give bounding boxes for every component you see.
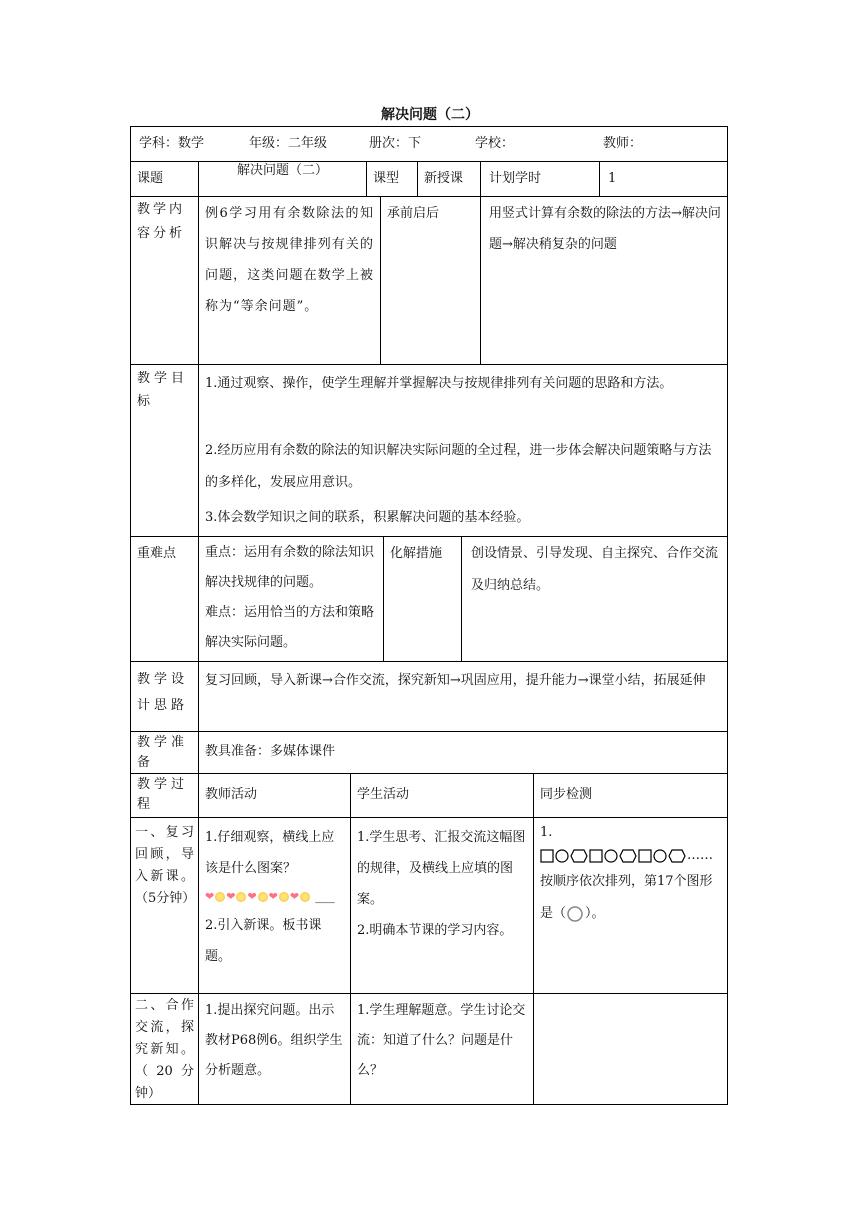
measures-text: 创设情景、引导发现、自主探究、合作交流及归纳总结。 (471, 546, 719, 593)
column-student-activity: 学生活动 (357, 787, 410, 802)
circle-icon (555, 849, 569, 863)
table-border-bottom (130, 1104, 728, 1105)
course-type-label: 课型 (373, 171, 400, 186)
goal-item-1: 1.通过观察、操作，使学生理解并掌握解决与按规律排列有关问题的思路和方法。 (205, 376, 673, 391)
step1-teacher-activity (199, 822, 350, 972)
circle-icon (653, 849, 667, 863)
row-divider (130, 196, 728, 197)
answer-blank: ___ (315, 889, 335, 904)
hexagon-icon (619, 849, 637, 863)
hexagon-icon (570, 849, 588, 863)
design-label: 教学设计思路 (137, 672, 189, 713)
preparation-text: 教具准备：多媒体课件 (205, 744, 336, 759)
check-question-end: ）。 (585, 906, 605, 921)
content-analysis-label: 教学内容分析 (137, 202, 186, 241)
column-teacher-activity: 教师活动 (205, 787, 258, 802)
step1-sync-check (534, 820, 727, 930)
grade-field: 年级：二年级 (249, 136, 328, 151)
key-points-label: 重难点 (137, 546, 177, 561)
table-border-top (130, 126, 728, 127)
step2-student-activity: 1.学生理解题意。学生讨论交流：知道了什么？问题是什么？ (357, 1003, 526, 1078)
step1-label: 一、复习回顾，导入新课。（5分钟） (135, 825, 196, 906)
school-field: 学校： (475, 136, 515, 151)
table-border-right (727, 126, 728, 1105)
key-point-text: 重点：运用有余数的除法知识解决找规律的问题。 (205, 545, 375, 590)
shape-sequence (540, 846, 721, 866)
step1-teacher-item-2: 2.引入新课。板书课题。 (205, 918, 322, 964)
ellipsis: …… (687, 848, 713, 863)
circle-answer-icon (566, 906, 584, 922)
topic-value: 解决问题（二） (236, 163, 328, 178)
teacher-field: 教师： (603, 136, 643, 151)
volume-field: 册次：下 (369, 136, 422, 151)
planned-hours-label: 计划学时 (489, 171, 542, 186)
pattern-row (205, 884, 344, 910)
preparation-label: 教学准备 (137, 735, 189, 770)
link-label: 承前启后 (387, 206, 440, 221)
page-title: 解决问题（二） (381, 107, 479, 123)
row-divider (130, 536, 728, 537)
heart-icon: ❤ (289, 890, 300, 903)
goal-item-3: 3.体会数学知识之间的联系，积累解决问题的基本经验。 (205, 510, 530, 525)
planned-hours-value: 1 (608, 171, 617, 186)
row-divider (130, 773, 728, 774)
row-divider (130, 993, 728, 994)
topic-label: 课题 (137, 171, 164, 186)
goal-item-2: 2.经历应用有余数的除法的知识解决实际问题的全过程，进一步体会解决问题策略与方法的多样化，发展应用意识。 (205, 443, 712, 490)
check-question-text: 按顺序依次排列，第17个图形是（ (540, 874, 713, 921)
row-divider (130, 817, 728, 818)
table-border-left (130, 126, 131, 1105)
measures-label: 化解措施 (390, 546, 443, 561)
row-divider (130, 661, 728, 662)
step2-label: 二、合作交流，探究新知。（20分钟） (135, 998, 194, 1101)
check-question (540, 866, 721, 930)
step1-student-item-2: 2.明确本节课的学习内容。 (357, 923, 513, 938)
sun-icon (258, 892, 268, 902)
design-text: 复习回顾，导入新课→合作交流，探究新知→巩固应用，提升能力→课堂小结，拓展延伸 (205, 673, 706, 688)
square-icon (638, 849, 652, 863)
sun-icon (236, 892, 246, 902)
sun-icon (215, 892, 225, 902)
sun-icon (300, 892, 310, 902)
heart-icon: ❤ (268, 890, 278, 903)
course-type-value: 新授课 (424, 171, 464, 186)
step1-student-item-1: 1.学生思考、汇报交流这幅图的规律，及横线上应填的图案。 (357, 830, 526, 907)
heart-icon: ❤ (226, 890, 236, 903)
heart-icon: ❤ (205, 890, 215, 903)
hard-point-text: 难点：运用恰当的方法和策略解决实际问题。 (205, 605, 375, 650)
hexagon-icon (668, 849, 686, 863)
process-label: 教学过程 (137, 777, 189, 812)
column-sync-check: 同步检测 (540, 787, 593, 802)
row-divider (130, 364, 728, 365)
row-divider (130, 731, 728, 732)
sun-icon (279, 892, 289, 902)
square-icon (540, 849, 554, 863)
heart-icon: ❤ (247, 890, 257, 903)
step2-teacher-activity: 1.提出探究问题。出示教材P68例6。组织学生分析题意。 (205, 1003, 343, 1078)
check-number: 1. (540, 825, 553, 840)
square-icon (589, 849, 603, 863)
subject-field: 学科：数学 (139, 136, 205, 151)
content-analysis-text: 例6学习用有余数除法的知识解决与按规律排列有关的问题，这类问题在数学上被称为“等余问题”。 (205, 206, 374, 314)
step1-student-activity (351, 822, 533, 946)
link-text: 用竖式计算有余数的除法的方法→解决问题→解决稍复杂的问题 (489, 206, 721, 252)
step1-teacher-item-1: 1.仔细观察，横线上应该是什么图案？ (205, 830, 335, 876)
goals-label: 教学目标 (137, 371, 189, 409)
circle-icon (604, 849, 618, 863)
